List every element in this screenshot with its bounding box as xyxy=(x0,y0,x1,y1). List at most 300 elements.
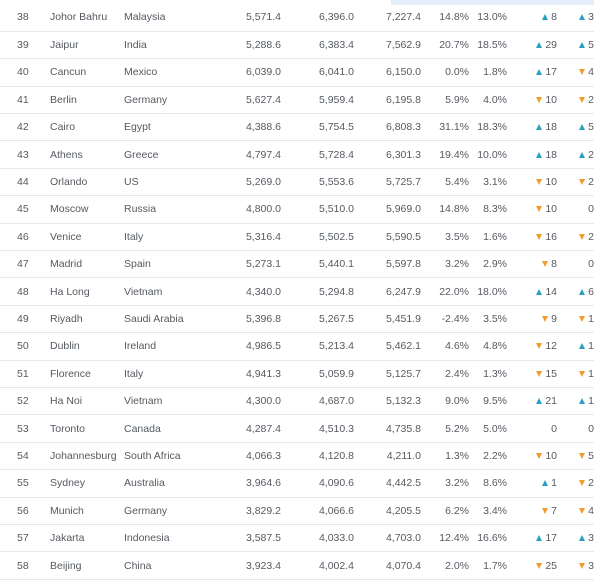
rank-change-value: 1 xyxy=(588,340,594,353)
rank-change-value: 0 xyxy=(551,422,557,435)
percent-1-cell: -2.4% xyxy=(441,312,469,325)
country-cell: Indonesia xyxy=(124,532,170,545)
down-arrow-icon xyxy=(579,563,585,569)
rank-cell: 44 xyxy=(17,176,29,189)
down-arrow-icon xyxy=(536,371,542,377)
value-1-cell: 5,396.8 xyxy=(245,312,281,325)
rank-change-value: 1 xyxy=(588,367,594,380)
percent-2-cell: 1.8% xyxy=(483,66,507,79)
rank-change-2-cell xyxy=(557,387,594,414)
value-2-cell: 5,728.4 xyxy=(318,148,354,161)
value-3-cell: 4,211.0 xyxy=(386,449,421,462)
rank-change-value: 7 xyxy=(551,504,557,517)
rank-cell: 45 xyxy=(17,203,29,216)
rank-change-2-cell xyxy=(557,31,594,58)
value-3-cell: 6,150.0 xyxy=(385,66,421,79)
table-row xyxy=(0,168,594,195)
value-3-cell: 4,070.4 xyxy=(385,559,421,572)
table-row xyxy=(0,86,594,113)
percent-2-cell: 3.1% xyxy=(483,176,507,189)
percent-1-cell: 0.0% xyxy=(445,66,469,79)
rank-change-value: 5 xyxy=(588,449,594,462)
percent-2-cell: 3.5% xyxy=(483,312,507,325)
value-2-cell: 5,059.9 xyxy=(318,367,354,380)
country-cell: China xyxy=(124,559,152,572)
city-cell: Ha Long xyxy=(50,285,90,298)
value-1-cell: 4,287.4 xyxy=(245,422,281,435)
city-cell: Florence xyxy=(50,367,91,380)
table-row xyxy=(0,4,594,31)
down-arrow-icon xyxy=(542,508,548,514)
value-1-cell: 4,797.4 xyxy=(245,148,281,161)
rank-change-value: 5 xyxy=(588,39,594,52)
value-2-cell: 5,294.8 xyxy=(318,285,354,298)
rank-change-value: 25 xyxy=(545,559,557,572)
percent-1-cell: 6.2% xyxy=(445,504,469,517)
rank-cell: 50 xyxy=(17,340,29,353)
value-2-cell: 5,267.5 xyxy=(318,312,354,325)
rank-change-value: 6 xyxy=(588,285,594,298)
percent-1-cell: 3.5% xyxy=(445,230,469,243)
value-2-cell: 5,213.4 xyxy=(318,340,354,353)
rank-change-value: 3 xyxy=(588,11,594,24)
up-arrow-icon xyxy=(536,69,542,75)
country-cell: Spain xyxy=(124,258,151,271)
rank-change-1-cell xyxy=(507,552,557,579)
up-arrow-icon xyxy=(542,14,548,20)
rank-change-2-cell xyxy=(557,333,594,360)
table-row xyxy=(0,333,594,360)
value-2-cell: 4,002.4 xyxy=(318,559,354,572)
value-2-cell: 4,120.8 xyxy=(318,449,354,462)
value-1-cell: 5,269.0 xyxy=(245,176,281,189)
up-arrow-icon xyxy=(579,535,585,541)
percent-2-cell: 18.3% xyxy=(477,121,507,134)
rank-change-1-cell xyxy=(507,415,557,442)
rank-change-value: 4 xyxy=(588,504,594,517)
down-arrow-icon xyxy=(536,453,542,459)
city-ranking-table xyxy=(0,4,594,580)
rank-change-2-cell xyxy=(557,114,594,141)
rank-change-value: 0 xyxy=(588,422,594,435)
rank-cell: 53 xyxy=(17,422,29,435)
percent-2-cell: 9.5% xyxy=(483,395,507,408)
percent-2-cell: 1.3% xyxy=(483,367,507,380)
rank-cell: 54 xyxy=(17,449,29,462)
rank-change-value: 4 xyxy=(588,66,594,79)
rank-change-2-cell xyxy=(557,168,594,195)
country-cell: Russia xyxy=(124,203,157,216)
rank-change-2-cell xyxy=(557,223,594,250)
percent-1-cell: 31.1% xyxy=(439,121,469,134)
percent-1-cell: 5.4% xyxy=(445,176,469,189)
percent-2-cell: 8.3% xyxy=(483,203,507,216)
city-cell: Johannesburg xyxy=(50,449,117,462)
rank-change-value: 15 xyxy=(545,367,557,380)
value-2-cell: 4,510.3 xyxy=(318,422,354,435)
down-arrow-icon xyxy=(579,69,585,75)
rank-change-2-cell xyxy=(557,470,594,497)
value-2-cell: 5,959.4 xyxy=(318,93,354,106)
down-arrow-icon xyxy=(542,261,548,267)
value-1-cell: 5,571.4 xyxy=(245,11,281,24)
percent-2-cell: 1.6% xyxy=(483,230,507,243)
rank-change-1-cell xyxy=(507,31,557,58)
rank-change-1-cell xyxy=(507,387,557,414)
country-cell: Greece xyxy=(124,148,159,161)
rank-change-value: 2 xyxy=(588,477,594,490)
rank-change-1-cell xyxy=(507,59,557,86)
value-1-cell: 3,587.5 xyxy=(245,532,281,545)
up-arrow-icon xyxy=(579,14,585,20)
table-row xyxy=(0,442,594,469)
down-arrow-icon xyxy=(536,563,542,569)
city-cell: Madrid xyxy=(50,258,83,271)
value-1-cell: 4,941.3 xyxy=(245,367,281,380)
value-2-cell: 4,687.0 xyxy=(318,395,354,408)
table-row xyxy=(0,141,594,168)
value-1-cell: 5,316.4 xyxy=(245,230,281,243)
country-cell: Vietnam xyxy=(124,285,163,298)
percent-1-cell: 22.0% xyxy=(439,285,469,298)
city-cell: Orlando xyxy=(50,176,88,189)
country-cell: Australia xyxy=(124,477,165,490)
percent-1-cell: 19.4% xyxy=(439,148,469,161)
up-arrow-icon xyxy=(542,480,548,486)
rank-change-2-cell xyxy=(557,415,594,442)
rank-change-value: 5 xyxy=(588,121,594,134)
country-cell: Italy xyxy=(124,367,144,380)
city-cell: Riyadh xyxy=(50,312,83,325)
rank-change-1-cell xyxy=(507,251,557,278)
rank-change-2-cell xyxy=(557,360,594,387)
rank-change-2-cell xyxy=(557,278,594,305)
down-arrow-icon xyxy=(536,206,542,212)
country-cell: Ireland xyxy=(124,340,157,353)
up-arrow-icon xyxy=(579,289,585,295)
down-arrow-icon xyxy=(579,234,585,240)
country-cell: Saudi Arabia xyxy=(124,312,184,325)
rank-change-2-cell xyxy=(557,196,594,223)
value-2-cell: 4,033.0 xyxy=(318,532,354,545)
down-arrow-icon xyxy=(579,453,585,459)
city-cell: Beijing xyxy=(50,559,82,572)
percent-2-cell: 18.0% xyxy=(477,285,507,298)
value-1-cell: 4,800.0 xyxy=(245,203,281,216)
value-2-cell: 5,502.5 xyxy=(318,230,354,243)
rank-cell: 51 xyxy=(17,367,29,380)
percent-1-cell: 14.8% xyxy=(439,11,469,24)
rank-cell: 58 xyxy=(17,559,29,572)
down-arrow-icon xyxy=(542,316,548,322)
value-2-cell: 5,553.6 xyxy=(318,176,354,189)
country-cell: Egypt xyxy=(124,121,151,134)
value-2-cell: 5,440.1 xyxy=(318,258,354,271)
value-3-cell: 4,735.8 xyxy=(385,422,421,435)
rank-change-value: 29 xyxy=(545,39,557,52)
rank-change-1-cell xyxy=(507,196,557,223)
country-cell: Malaysia xyxy=(124,11,166,24)
value-3-cell: 6,247.9 xyxy=(385,285,421,298)
rank-cell: 39 xyxy=(17,39,29,52)
value-1-cell: 4,388.6 xyxy=(245,121,281,134)
rank-cell: 46 xyxy=(17,230,29,243)
city-cell: Cancun xyxy=(50,66,87,79)
rank-change-value: 9 xyxy=(551,312,557,325)
rank-change-2-cell xyxy=(557,305,594,332)
down-arrow-icon xyxy=(579,316,585,322)
table-row xyxy=(0,552,594,579)
value-1-cell: 5,627.4 xyxy=(245,93,281,106)
up-arrow-icon xyxy=(579,124,585,130)
rank-change-value: 2 xyxy=(588,148,594,161)
country-cell: South Africa xyxy=(124,449,181,462)
value-3-cell: 5,590.5 xyxy=(385,230,421,243)
percent-1-cell: 9.0% xyxy=(445,395,469,408)
percent-2-cell: 10.0% xyxy=(477,148,507,161)
rank-change-value: 3 xyxy=(588,559,594,572)
percent-2-cell: 1.7% xyxy=(483,559,507,572)
percent-2-cell: 4.8% xyxy=(483,340,507,353)
percent-1-cell: 2.4% xyxy=(445,367,469,380)
rank-change-value: 0 xyxy=(588,203,594,216)
percent-2-cell: 8.6% xyxy=(483,477,507,490)
value-3-cell: 6,301.3 xyxy=(385,148,421,161)
percent-1-cell: 4.6% xyxy=(445,340,469,353)
value-2-cell: 4,066.6 xyxy=(318,504,354,517)
value-3-cell: 4,442.5 xyxy=(385,477,421,490)
value-1-cell: 6,039.0 xyxy=(245,66,281,79)
rank-change-2-cell xyxy=(557,141,594,168)
up-arrow-icon xyxy=(579,152,585,158)
percent-2-cell: 4.0% xyxy=(483,93,507,106)
value-3-cell: 5,969.0 xyxy=(385,203,421,216)
rank-change-value: 1 xyxy=(588,395,594,408)
rank-change-value: 10 xyxy=(545,93,557,106)
city-cell: Dublin xyxy=(50,340,80,353)
rank-change-1-cell xyxy=(507,360,557,387)
table-row xyxy=(0,251,594,278)
rank-change-1-cell xyxy=(507,168,557,195)
country-cell: US xyxy=(124,176,139,189)
up-arrow-icon xyxy=(579,398,585,404)
up-arrow-icon xyxy=(536,289,542,295)
city-cell: Johor Bahru xyxy=(50,11,108,24)
table-row xyxy=(0,524,594,551)
rank-change-2-cell xyxy=(557,59,594,86)
city-cell: Cairo xyxy=(50,121,76,134)
rank-change-1-cell xyxy=(507,141,557,168)
rank-change-2-cell xyxy=(557,442,594,469)
city-cell: Jaipur xyxy=(50,39,79,52)
country-cell: Mexico xyxy=(124,66,158,79)
value-3-cell: 5,132.3 xyxy=(385,395,421,408)
percent-2-cell: 16.6% xyxy=(477,532,507,545)
rank-change-value: 1 xyxy=(588,312,594,325)
percent-1-cell: 5.2% xyxy=(445,422,469,435)
rank-change-1-cell xyxy=(507,333,557,360)
rank-change-2-cell xyxy=(557,251,594,278)
rank-change-value: 18 xyxy=(545,148,557,161)
percent-1-cell: 1.3% xyxy=(445,449,469,462)
table-row xyxy=(0,415,594,442)
up-arrow-icon xyxy=(536,535,542,541)
table-row xyxy=(0,196,594,223)
value-3-cell: 4,205.5 xyxy=(385,504,421,517)
up-arrow-icon xyxy=(536,398,542,404)
down-arrow-icon xyxy=(579,179,585,185)
rank-change-value: 21 xyxy=(545,395,557,408)
rank-change-value: 3 xyxy=(588,532,594,545)
rank-change-2-cell xyxy=(557,4,594,31)
rank-change-value: 0 xyxy=(588,258,594,271)
value-1-cell: 3,964.6 xyxy=(245,477,281,490)
city-cell: Venice xyxy=(50,230,82,243)
table-row xyxy=(0,387,594,414)
percent-1-cell: 12.4% xyxy=(439,532,469,545)
value-1-cell: 3,829.2 xyxy=(245,504,281,517)
value-1-cell: 4,300.0 xyxy=(245,395,281,408)
city-cell: Ha Noi xyxy=(50,395,83,408)
value-3-cell: 6,808.3 xyxy=(385,121,421,134)
rank-change-1-cell xyxy=(507,86,557,113)
up-arrow-icon xyxy=(536,152,542,158)
value-3-cell: 7,227.4 xyxy=(385,11,421,24)
country-cell: India xyxy=(124,39,147,52)
rank-change-2-cell xyxy=(557,497,594,524)
down-arrow-icon xyxy=(579,371,585,377)
percent-2-cell: 2.9% xyxy=(483,258,507,271)
rank-change-value: 10 xyxy=(545,176,557,189)
rank-change-1-cell xyxy=(507,442,557,469)
rank-cell: 47 xyxy=(17,258,29,271)
value-2-cell: 4,090.6 xyxy=(318,477,354,490)
rank-cell: 55 xyxy=(17,477,29,490)
rank-change-value: 17 xyxy=(545,532,557,545)
percent-2-cell: 18.5% xyxy=(477,39,507,52)
table-row xyxy=(0,470,594,497)
down-arrow-icon xyxy=(536,97,542,103)
value-1-cell: 4,066.3 xyxy=(245,449,281,462)
country-cell: Vietnam xyxy=(124,395,163,408)
value-1-cell: 4,340.0 xyxy=(245,285,281,298)
rank-change-value: 8 xyxy=(551,258,557,271)
rank-change-value: 18 xyxy=(545,121,557,134)
country-cell: Italy xyxy=(124,230,144,243)
rank-change-value: 2 xyxy=(588,93,594,106)
down-arrow-icon xyxy=(536,343,542,349)
up-arrow-icon xyxy=(536,124,542,130)
table-row xyxy=(0,31,594,58)
rank-change-value: 8 xyxy=(551,11,557,24)
table-row xyxy=(0,360,594,387)
rank-change-2-cell xyxy=(557,552,594,579)
value-3-cell: 4,703.0 xyxy=(385,532,421,545)
percent-1-cell: 3.2% xyxy=(445,477,469,490)
rank-change-2-cell xyxy=(557,86,594,113)
rank-cell: 42 xyxy=(17,121,29,134)
rank-cell: 40 xyxy=(17,66,29,79)
percent-2-cell: 5.0% xyxy=(483,422,507,435)
percent-2-cell: 2.2% xyxy=(483,449,507,462)
table-row xyxy=(0,497,594,524)
table-body xyxy=(0,4,594,579)
value-3-cell: 6,195.8 xyxy=(385,93,421,106)
value-1-cell: 5,273.1 xyxy=(245,258,281,271)
rank-change-1-cell xyxy=(507,524,557,551)
percent-1-cell: 5.9% xyxy=(445,93,469,106)
value-2-cell: 5,754.5 xyxy=(318,121,354,134)
rank-cell: 43 xyxy=(17,148,29,161)
percent-1-cell: 3.2% xyxy=(445,258,469,271)
value-2-cell: 6,396.0 xyxy=(318,11,354,24)
rank-change-1-cell xyxy=(507,497,557,524)
rank-cell: 52 xyxy=(17,395,29,408)
rank-cell: 38 xyxy=(17,11,29,24)
rank-change-value: 17 xyxy=(545,66,557,79)
rank-change-1-cell xyxy=(507,305,557,332)
rank-change-2-cell xyxy=(557,524,594,551)
value-3-cell: 7,562.9 xyxy=(385,39,421,52)
percent-1-cell: 14.8% xyxy=(439,203,469,216)
city-cell: Athens xyxy=(50,148,83,161)
city-cell: Moscow xyxy=(50,203,89,216)
city-cell: Toronto xyxy=(50,422,86,435)
percent-2-cell: 13.0% xyxy=(477,11,507,24)
rank-cell: 41 xyxy=(17,93,29,106)
rank-change-value: 2 xyxy=(588,230,594,243)
rank-change-value: 16 xyxy=(545,230,557,243)
value-3-cell: 5,462.1 xyxy=(385,340,421,353)
down-arrow-icon xyxy=(579,480,585,486)
rank-change-value: 10 xyxy=(545,449,557,462)
value-3-cell: 5,451.9 xyxy=(385,312,421,325)
city-cell: Sydney xyxy=(50,477,86,490)
value-3-cell: 5,597.8 xyxy=(385,258,421,271)
up-arrow-icon xyxy=(579,343,585,349)
rank-change-value: 1 xyxy=(551,477,557,490)
rank-change-value: 14 xyxy=(545,285,557,298)
rank-change-1-cell xyxy=(507,4,557,31)
rank-cell: 56 xyxy=(17,504,29,517)
country-cell: Germany xyxy=(124,93,168,106)
rank-change-value: 2 xyxy=(588,176,594,189)
percent-2-cell: 3.4% xyxy=(483,504,507,517)
country-cell: Germany xyxy=(124,504,168,517)
rank-change-1-cell xyxy=(507,223,557,250)
rank-cell: 57 xyxy=(17,532,29,545)
table-row xyxy=(0,305,594,332)
value-1-cell: 3,923.4 xyxy=(245,559,281,572)
value-1-cell: 5,288.6 xyxy=(245,39,281,52)
city-cell: Berlin xyxy=(50,93,77,106)
percent-1-cell: 2.0% xyxy=(445,559,469,572)
table-row xyxy=(0,114,594,141)
up-arrow-icon xyxy=(579,42,585,48)
down-arrow-icon xyxy=(536,234,542,240)
value-3-cell: 5,725.7 xyxy=(385,176,421,189)
down-arrow-icon xyxy=(536,179,542,185)
table-row xyxy=(0,223,594,250)
city-cell: Munich xyxy=(50,504,84,517)
city-cell: Jakarta xyxy=(50,532,85,545)
value-2-cell: 6,383.4 xyxy=(318,39,354,52)
table-row xyxy=(0,59,594,86)
down-arrow-icon xyxy=(579,97,585,103)
value-3-cell: 5,125.7 xyxy=(385,367,421,380)
rank-change-value: 10 xyxy=(545,203,557,216)
table-row xyxy=(0,278,594,305)
